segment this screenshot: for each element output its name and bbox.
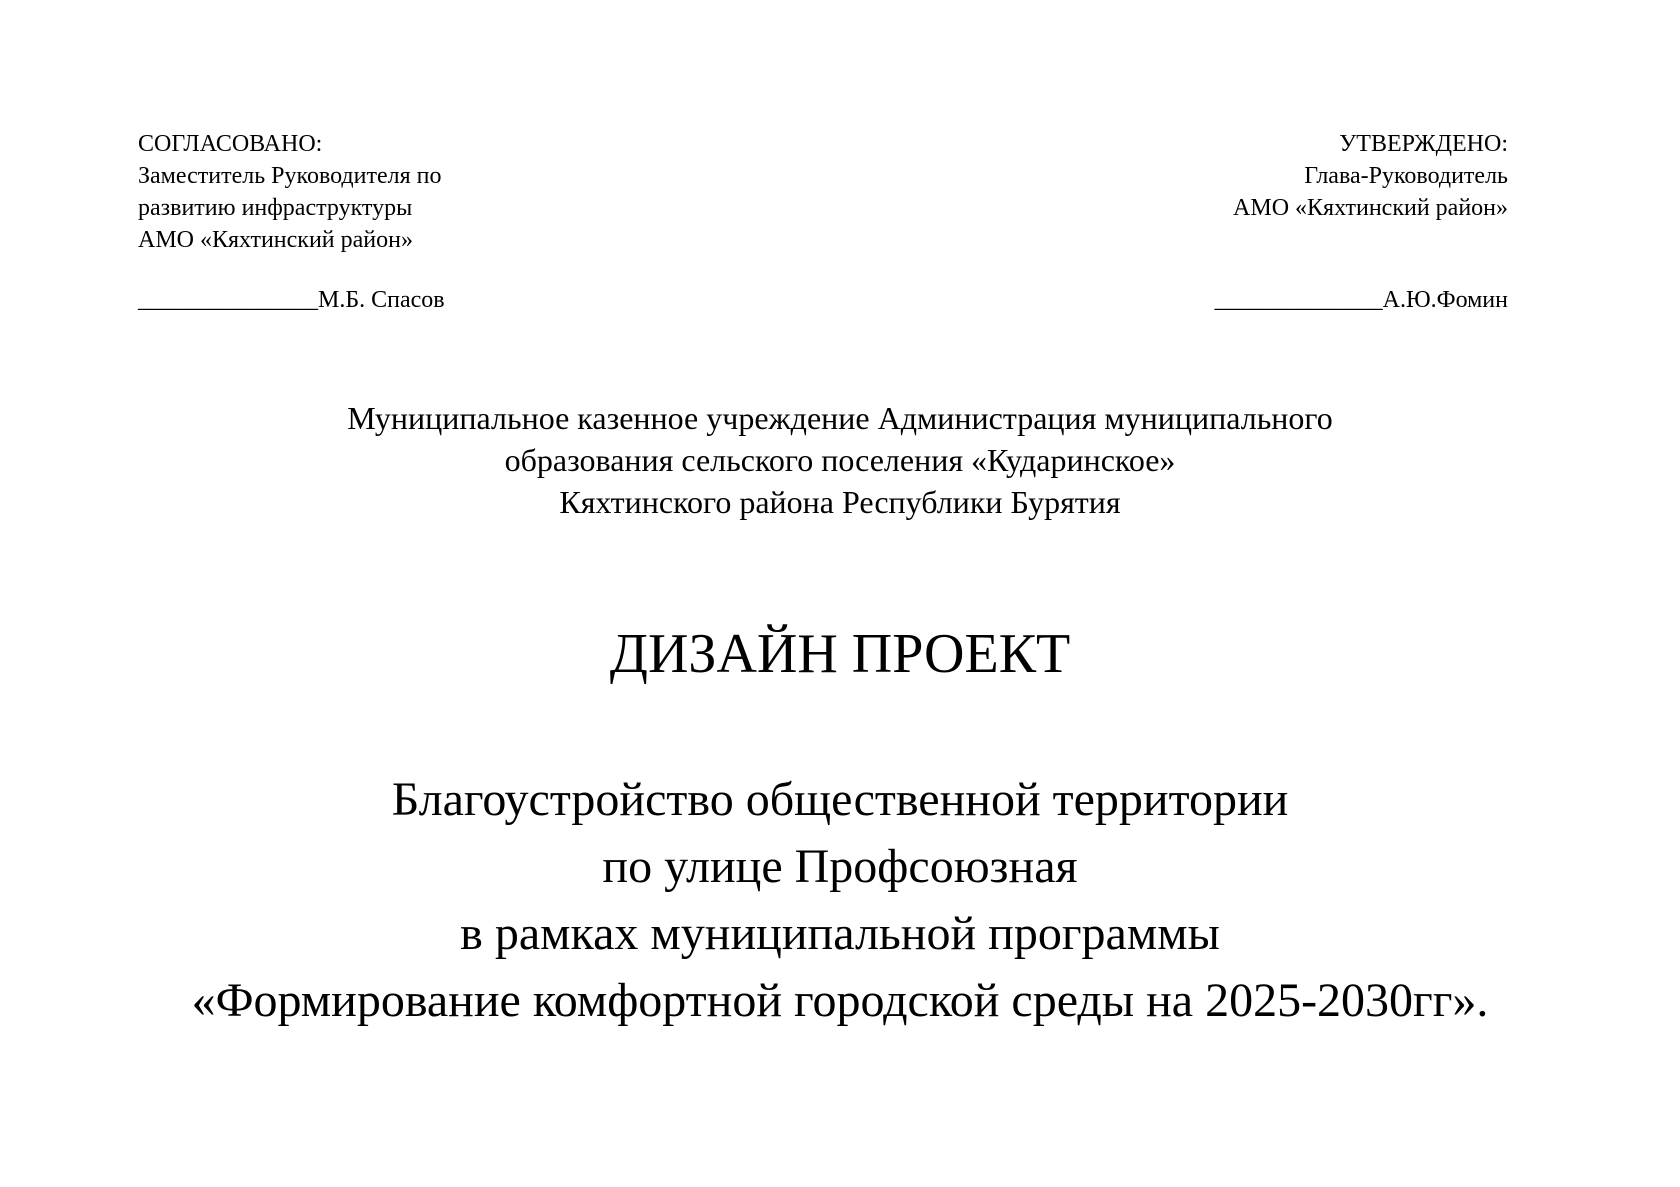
approved-signature-line: ______________А.Ю.Фомин <box>1214 287 1508 313</box>
subject-line: в рамках муниципальной программы <box>460 907 1220 960</box>
agreed-block <box>138 128 445 316</box>
organization-name <box>0 397 1680 523</box>
agreed-position-line: АМО «Кяхтинский район» <box>138 227 413 253</box>
subject-line: «Формирование комфортной городской среды на 2025-2030гг». <box>191 974 1489 1027</box>
organization-line: Муниципальное казенное учреждение Администрация муниципального <box>347 400 1333 436</box>
approved-position-line: Глава-Руководитель <box>1304 163 1508 189</box>
agreed-heading: СОГЛАСОВАНО: <box>138 131 323 157</box>
agreed-position-line: развитию инфраструктуры <box>138 195 413 221</box>
subject-line: Благоустройство общественной территории <box>391 773 1289 826</box>
approved-position-line: АМО «Кяхтинский район» <box>1233 195 1508 221</box>
approved-heading: УТВЕРЖДЕНО: <box>1339 131 1508 157</box>
agreed-position-line: Заместитель Руководителя по <box>138 163 442 189</box>
approved-block <box>1215 128 1508 316</box>
document-title: ДИЗАЙН ПРОЕКТ <box>609 623 1071 685</box>
organization-line: образования сельского поселения «Кударинское» <box>504 442 1176 478</box>
project-subject <box>0 766 1680 1034</box>
agreed-signature-line: _______________М.Б. Спасов <box>138 287 445 313</box>
organization-line: Кяхтинского района Республики Бурятия <box>559 484 1121 520</box>
subject-line: по улице Профсоюзная <box>602 840 1078 893</box>
